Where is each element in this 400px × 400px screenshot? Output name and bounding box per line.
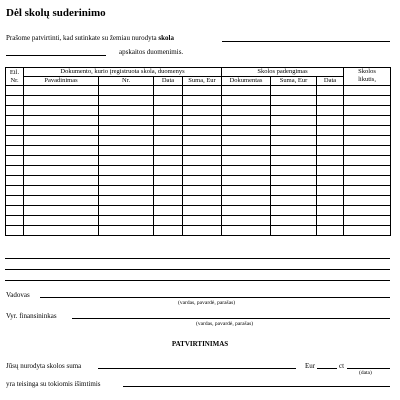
table-row	[6, 126, 391, 136]
table-cell[interactable]	[183, 96, 222, 106]
table-cell[interactable]	[99, 226, 154, 236]
table-cell[interactable]	[154, 196, 183, 206]
table-cell[interactable]	[271, 166, 317, 176]
table-cell[interactable]	[344, 126, 391, 136]
table-cell[interactable]	[24, 216, 99, 226]
note-line-3[interactable]	[5, 280, 390, 281]
table-cell[interactable]	[271, 206, 317, 216]
table-row	[6, 156, 391, 166]
table-cell[interactable]	[271, 176, 317, 186]
table-cell[interactable]	[6, 106, 24, 116]
table-row	[6, 176, 391, 186]
table-cell[interactable]	[317, 96, 344, 106]
table-cell[interactable]	[6, 226, 24, 236]
table-cell[interactable]	[344, 216, 391, 226]
table-cell[interactable]	[154, 116, 183, 126]
table-row	[6, 186, 391, 196]
table-cell[interactable]	[24, 146, 99, 156]
table-cell[interactable]	[99, 146, 154, 156]
table-cell[interactable]	[154, 226, 183, 236]
table-cell[interactable]	[183, 206, 222, 216]
table-cell[interactable]	[183, 86, 222, 96]
table-cell[interactable]	[344, 86, 391, 96]
table-cell[interactable]	[154, 136, 183, 146]
table-cell[interactable]	[154, 166, 183, 176]
table-cell[interactable]	[24, 206, 99, 216]
debt-table	[5, 67, 391, 236]
table-cell[interactable]	[222, 216, 271, 226]
table-row	[6, 86, 391, 96]
finance-caption: (vardas, pavardė, parašas)	[196, 321, 254, 327]
table-row	[6, 196, 391, 206]
col-header-doc-nr: Nr.	[99, 77, 154, 86]
table-cell[interactable]	[344, 116, 391, 126]
table-row	[6, 226, 391, 236]
table-cell[interactable]	[271, 116, 317, 126]
table-cell[interactable]	[271, 216, 317, 226]
col-nr-line1: Eil.	[9, 68, 20, 76]
intro-field-line-2[interactable]	[6, 55, 106, 56]
table-cell[interactable]	[271, 106, 317, 116]
eur-label: Eur	[305, 362, 316, 370]
ct-label: ct	[339, 362, 345, 370]
intro-line-2: apskaitos duomenimis.	[119, 48, 184, 56]
table-cell[interactable]	[271, 136, 317, 146]
table-cell[interactable]	[222, 116, 271, 126]
table-cell[interactable]	[99, 86, 154, 96]
table-row	[6, 216, 391, 226]
table-cell[interactable]	[317, 116, 344, 126]
table-cell[interactable]	[183, 196, 222, 206]
table-cell[interactable]	[154, 206, 183, 216]
table-cell[interactable]	[99, 96, 154, 106]
table-cell[interactable]	[222, 96, 271, 106]
col-header-name: Pavadinimas	[24, 77, 99, 86]
table-cell[interactable]	[222, 126, 271, 136]
table-cell[interactable]	[317, 126, 344, 136]
table-cell[interactable]	[6, 196, 24, 206]
table-cell[interactable]	[317, 106, 344, 116]
table-cell[interactable]	[344, 166, 391, 176]
table-cell[interactable]	[183, 116, 222, 126]
table-cell[interactable]	[344, 186, 391, 196]
table-cell[interactable]	[99, 196, 154, 206]
intro-field-line-1[interactable]	[222, 41, 390, 42]
note-line-1[interactable]	[5, 258, 390, 259]
table-cell[interactable]	[317, 166, 344, 176]
table-cell[interactable]	[271, 146, 317, 156]
table-cell[interactable]	[317, 146, 344, 156]
table-cell[interactable]	[344, 176, 391, 186]
table-cell[interactable]	[271, 86, 317, 96]
table-cell[interactable]	[154, 146, 183, 156]
director-label: Vadovas	[6, 291, 30, 299]
table-cell[interactable]	[6, 86, 24, 96]
table-cell[interactable]	[6, 176, 24, 186]
table-row	[6, 146, 391, 156]
date-field-line[interactable]	[347, 368, 390, 369]
table-cell[interactable]	[271, 96, 317, 106]
table-cell[interactable]	[183, 106, 222, 116]
table-cell[interactable]	[24, 196, 99, 206]
group-header-coverage: Skolos padengimas	[222, 68, 344, 77]
col-header-cover-sum: Suma, Eur	[271, 77, 317, 86]
table-cell[interactable]	[6, 126, 24, 136]
table-cell[interactable]	[271, 196, 317, 206]
table-cell[interactable]	[222, 176, 271, 186]
table-cell[interactable]	[6, 166, 24, 176]
finance-signature-line[interactable]	[72, 318, 390, 319]
table-cell[interactable]	[154, 106, 183, 116]
exceptions-line[interactable]	[123, 386, 390, 387]
table-cell[interactable]	[317, 86, 344, 96]
table-cell[interactable]	[24, 186, 99, 196]
exceptions-label: yra teisinga su tokiomis išimtimis	[6, 380, 101, 388]
table-row	[6, 206, 391, 216]
debt-sum-label: Jūsų nurodyta skolos suma	[6, 362, 82, 370]
group-header-document: Dokumento, kurio įregistruota skola, duomenys	[24, 68, 222, 77]
table-cell[interactable]	[183, 176, 222, 186]
table-cell[interactable]	[6, 216, 24, 226]
intro-text: Prašome patvirtinti, kad sutinkate su žemiau nurodyta	[6, 34, 159, 42]
table-cell[interactable]	[24, 166, 99, 176]
table-cell[interactable]	[99, 206, 154, 216]
table-cell[interactable]	[183, 226, 222, 236]
table-cell[interactable]	[6, 136, 24, 146]
table-cell[interactable]	[24, 106, 99, 116]
note-line-2[interactable]	[5, 269, 390, 270]
table-cell[interactable]	[24, 226, 99, 236]
table-cell[interactable]	[183, 216, 222, 226]
table-cell[interactable]	[317, 176, 344, 186]
table-cell[interactable]	[6, 116, 24, 126]
table-cell[interactable]	[317, 206, 344, 216]
table-row	[6, 116, 391, 126]
table-cell[interactable]	[222, 146, 271, 156]
director-caption: (vardas, pavardė, parašas)	[178, 300, 236, 306]
table-cell[interactable]	[6, 186, 24, 196]
table-cell[interactable]	[271, 126, 317, 136]
table-cell[interactable]	[317, 136, 344, 146]
table-cell[interactable]	[222, 156, 271, 166]
table-cell[interactable]	[24, 156, 99, 166]
table-cell[interactable]	[222, 186, 271, 196]
table-cell[interactable]	[183, 156, 222, 166]
date-caption: (data)	[359, 370, 372, 376]
table-cell[interactable]	[154, 216, 183, 226]
table-cell[interactable]	[344, 156, 391, 166]
table-cell[interactable]	[344, 96, 391, 106]
table-cell[interactable]	[317, 226, 344, 236]
table-cell[interactable]	[317, 216, 344, 226]
table-row	[6, 136, 391, 146]
table-cell[interactable]	[344, 146, 391, 156]
col-header-cover-date: Data	[317, 77, 344, 86]
table-row	[6, 106, 391, 116]
confirmation-heading: PATVIRTINIMAS	[171, 340, 229, 348]
table-cell[interactable]	[6, 96, 24, 106]
eur-field-line[interactable]	[317, 368, 337, 369]
table-cell[interactable]	[154, 156, 183, 166]
table-cell[interactable]	[183, 186, 222, 196]
table-cell[interactable]	[154, 86, 183, 96]
table-cell[interactable]	[271, 186, 317, 196]
director-signature-line[interactable]	[40, 297, 390, 298]
finance-label: Vyr. finansininkas	[6, 312, 57, 320]
table-cell[interactable]	[317, 156, 344, 166]
table-cell[interactable]	[222, 206, 271, 216]
table-cell[interactable]	[222, 166, 271, 176]
col-remaining-line1: Skolos	[358, 68, 376, 75]
table-cell[interactable]	[344, 196, 391, 206]
table-cell[interactable]	[222, 226, 271, 236]
table-cell[interactable]	[24, 86, 99, 96]
table-cell[interactable]	[6, 156, 24, 166]
table-cell[interactable]	[99, 136, 154, 146]
table-cell[interactable]	[99, 176, 154, 186]
table-cell[interactable]	[24, 96, 99, 106]
intro-line-1	[6, 34, 174, 42]
page-title: Dėl skolų suderinimo	[6, 7, 106, 19]
table-cell[interactable]	[99, 186, 154, 196]
col-header-cover-doc: Dokumentas	[222, 77, 271, 86]
table-cell[interactable]	[222, 136, 271, 146]
table-cell[interactable]	[99, 126, 154, 136]
debt-sum-line[interactable]	[98, 368, 296, 369]
table-cell[interactable]	[344, 106, 391, 116]
table-cell[interactable]	[222, 106, 271, 116]
table-cell[interactable]	[24, 126, 99, 136]
table-cell[interactable]	[24, 136, 99, 146]
table-cell[interactable]	[344, 226, 391, 236]
col-header-doc-date: Data	[154, 77, 183, 86]
col-remaining-line2: likutis,	[358, 76, 376, 83]
table-cell[interactable]	[317, 186, 344, 196]
col-header-doc-sum: Suma, Eur	[183, 77, 222, 86]
table-cell[interactable]	[99, 116, 154, 126]
table-cell[interactable]	[183, 136, 222, 146]
table-cell[interactable]	[24, 116, 99, 126]
table-cell[interactable]	[99, 166, 154, 176]
table-cell[interactable]	[271, 156, 317, 166]
table-cell[interactable]	[154, 186, 183, 196]
table-cell[interactable]	[183, 166, 222, 176]
table-row	[6, 96, 391, 106]
col-nr-line2: Nr.	[10, 76, 19, 84]
table-cell[interactable]	[344, 136, 391, 146]
table-cell[interactable]	[154, 176, 183, 186]
table-cell[interactable]	[183, 126, 222, 136]
table-cell[interactable]	[154, 96, 183, 106]
intro-bold-word: skola	[158, 34, 174, 42]
table-cell[interactable]	[317, 196, 344, 206]
table-cell[interactable]	[24, 176, 99, 186]
table-cell[interactable]	[99, 156, 154, 166]
table-cell[interactable]	[6, 146, 24, 156]
table-cell[interactable]	[344, 206, 391, 216]
table-row	[6, 166, 391, 176]
table-cell[interactable]	[99, 216, 154, 226]
table-cell[interactable]	[271, 226, 317, 236]
table-cell[interactable]	[183, 146, 222, 156]
table-cell[interactable]	[154, 126, 183, 136]
table-cell[interactable]	[6, 206, 24, 216]
col-header-remaining	[344, 68, 391, 86]
table-cell[interactable]	[222, 196, 271, 206]
table-cell[interactable]	[99, 106, 154, 116]
col-header-nr	[6, 68, 24, 86]
table-cell[interactable]	[222, 86, 271, 96]
